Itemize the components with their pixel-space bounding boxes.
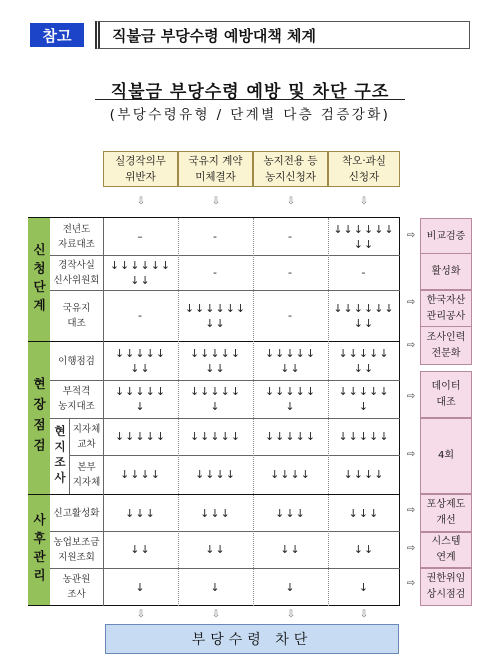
arrow-cell — [103, 455, 178, 494]
arrow-cell — [178, 342, 253, 380]
arrow-cell-line2: ↓ — [358, 400, 370, 413]
arrow-cell-line2: ↓↓ — [280, 362, 301, 375]
measure-line2: 대조 — [436, 396, 456, 408]
arrow-cell — [103, 568, 178, 606]
measure-box-data-match — [420, 371, 472, 418]
arrow-cell — [178, 531, 253, 568]
type-header-line2: 농지신청자 — [265, 171, 316, 183]
measure-line2: 연계 — [436, 552, 456, 563]
row-label-line2: 조사 — [67, 589, 86, 600]
arrow-cell — [328, 568, 400, 606]
row-label-line1: 농업보조금 — [53, 536, 100, 548]
document-header-title: 직불금 부당수령 예방대책 체계 — [95, 21, 470, 49]
measure-line2: 상시점검 — [426, 589, 466, 600]
right-arrow-icon: ⇨ — [406, 578, 416, 589]
arrow-cell — [328, 455, 400, 494]
arrow-cell — [328, 255, 400, 290]
arrow-cell — [253, 255, 328, 290]
arrow-cell — [253, 568, 328, 606]
arrow-cell — [178, 290, 253, 341]
down-arrow-icon: ⇩ — [359, 196, 369, 207]
arrow-cell-line1: ↓↓↓ — [125, 506, 156, 520]
arrow-cell-line1: ↓↓↓↓↓ — [338, 347, 390, 360]
arrow-cell — [178, 380, 253, 418]
stage-field-check — [28, 342, 50, 494]
type-header-line2: 위반자 — [125, 171, 156, 183]
arrow-cell-line1: ↓↓ — [205, 543, 226, 556]
arrow-cell-line1: - — [213, 230, 218, 243]
type-header-line1: 실경작의무 — [115, 155, 166, 167]
arrow-cell-line1: ↓↓↓ — [348, 506, 380, 520]
arrow-cell-line2: ↓↓ — [205, 362, 226, 375]
arrow-cell-line2: ↓ — [285, 400, 296, 413]
arrow-cell-line1: ↓↓↓↓ — [343, 468, 385, 481]
arrow-cell-line1: ↓↓ — [280, 543, 301, 556]
row-label-line1: 지자체 — [72, 423, 101, 435]
row-label-line1: 농관원 — [62, 574, 91, 585]
row-label-farming-committee — [50, 255, 103, 290]
arrow-cell-line1: - — [288, 230, 293, 243]
onsite-survey-text: 현지조사 — [53, 425, 67, 487]
arrow-cell-line1: ↓↓↓↓↓ — [114, 385, 167, 398]
row-label-line1: 전년도 — [62, 223, 91, 235]
arrow-cell-line1: ↓↓↓↓↓↓ — [333, 222, 395, 236]
arrow-cell-line1: - — [138, 309, 143, 322]
arrow-cell-line1: ↓ — [210, 580, 221, 594]
arrow-cell-line1: ↓↓↓↓↓ — [189, 430, 242, 443]
row-label-prev-year — [50, 218, 103, 255]
row-label-line2: 교차 — [77, 438, 96, 450]
type-header-2 — [178, 151, 253, 187]
arrow-cell-line1: – — [137, 230, 144, 243]
arrow-cell-line1: - — [361, 266, 367, 279]
arrow-cell — [178, 218, 253, 255]
type-header-line2: 신청자 — [348, 171, 380, 183]
reference-tag: 참고 — [30, 23, 84, 47]
down-arrow-icon: ⇩ — [359, 609, 369, 620]
arrow-cell — [328, 495, 400, 531]
arrow-cell — [328, 290, 400, 341]
arrow-cell-line1: ↓↓↓↓↓ — [264, 430, 317, 443]
row-label-subsidy-lookup — [50, 531, 103, 568]
arrow-cell — [178, 455, 253, 494]
stage-post-label: 사후관리 — [31, 513, 47, 587]
row-label-line2: 대조 — [67, 317, 86, 329]
type-header-line2: 미체결자 — [195, 171, 236, 183]
right-arrow-icon: ⇨ — [406, 340, 416, 351]
arrow-cell — [253, 218, 328, 255]
arrow-cell-line1: ↓↓↓↓ — [120, 468, 161, 481]
arrow-cell — [253, 342, 328, 380]
result-box: 부당수령 차단 — [105, 624, 399, 654]
diagram-subtitle: (부당수령유형 / 단계별 다층 검증강화) — [109, 107, 391, 123]
measure-line2: 관리공사 — [426, 311, 466, 322]
measure-line1: 4회 — [437, 450, 455, 461]
right-arrow-icon: ⇨ — [406, 543, 416, 554]
right-arrow-icon: ⇨ — [406, 449, 416, 460]
measure-line1: 데이터 — [431, 380, 461, 392]
measure-box-system-link — [420, 532, 472, 568]
measure-line1: 활성화 — [431, 265, 461, 277]
arrow-cell-line1: ↓↓↓↓↓ — [264, 385, 317, 398]
arrow-cell-line1: ↓↓↓↓↓↓ — [109, 258, 172, 272]
arrow-cell-line2: ↓ — [210, 400, 221, 413]
arrow-cell-line1: ↓↓ — [353, 543, 375, 556]
down-arrow-icon: ⇩ — [136, 609, 146, 620]
arrow-cell-line1: ↓↓↓ — [200, 506, 231, 520]
row-label-line1: 이행점검 — [58, 355, 95, 367]
right-arrow-icon: ⇨ — [406, 230, 416, 241]
measure-line1: 시스템 — [431, 536, 461, 547]
arrow-cell — [328, 418, 400, 455]
stage-field-label: 현장점검 — [31, 377, 47, 459]
arrow-cell-line1: ↓↓↓↓↓ — [189, 385, 242, 398]
arrow-cell-line1: ↓↓↓↓↓ — [338, 430, 390, 443]
arrow-cell-line1: - — [288, 309, 293, 322]
measure-line1: 비교검증 — [426, 230, 466, 242]
arrow-cell — [253, 380, 328, 418]
arrow-cell — [328, 380, 400, 418]
type-header-line1: 농지전용 등 — [263, 155, 318, 167]
row-label-line2: 농지대조 — [58, 401, 95, 412]
arrow-cell-line2: ↓ — [135, 400, 146, 413]
arrow-cell-line2: ↓↓ — [353, 362, 375, 375]
arrow-cell — [103, 531, 178, 568]
row-label-local-cross — [70, 418, 103, 455]
arrow-cell-line1: ↓↓↓↓↓↓ — [333, 301, 395, 315]
arrow-cell — [178, 495, 253, 531]
row-label-line1: 경작사실 — [58, 259, 95, 271]
row-label-naqs-survey — [50, 568, 103, 606]
down-arrow-icon: ⇩ — [286, 196, 296, 207]
stage-apply-label: 신청단계 — [31, 242, 47, 317]
onsite-survey-label — [50, 418, 70, 494]
stage-post-management — [28, 495, 50, 605]
arrow-cell-line1: ↓ — [285, 580, 296, 594]
measure-line1: 한국자산 — [426, 295, 466, 306]
row-label-line1: 본부 — [77, 461, 96, 473]
stage-apply — [28, 218, 50, 341]
right-arrow-icon: ⇨ — [406, 391, 416, 402]
arrow-cell — [253, 290, 328, 341]
down-arrow-icon: ⇩ — [211, 196, 221, 207]
arrow-cell — [328, 531, 400, 568]
arrow-cell-line1: ↓↓↓↓↓ — [338, 385, 390, 398]
row-label-compliance-check — [50, 342, 103, 380]
arrow-cell — [103, 290, 178, 341]
measure-line1: 조사인력 — [426, 331, 466, 343]
row-label-state-land — [50, 290, 103, 341]
type-header-line1: 착오·과실 — [342, 155, 386, 167]
row-label-line2: 자료대조 — [58, 238, 95, 250]
arrow-cell-line1: ↓ — [135, 580, 146, 594]
arrow-cell — [103, 380, 178, 418]
measure-line2: 개선 — [436, 515, 456, 526]
row-label-line2: 지원조회 — [58, 551, 95, 563]
row-label-line1: 부적격 — [62, 386, 91, 397]
arrow-cell — [103, 418, 178, 455]
row-label-ineligible-land — [50, 380, 103, 418]
arrow-cell — [328, 342, 400, 380]
arrow-cell — [178, 255, 253, 290]
down-arrow-icon: ⇩ — [211, 609, 221, 620]
arrow-cell-line1: ↓↓↓↓↓ — [189, 347, 242, 360]
measure-line1: 포상제도 — [426, 499, 466, 510]
measure-box-compare-verify — [420, 218, 472, 255]
arrow-cell-line2: ↓↓ — [130, 273, 151, 287]
row-label-line2: 지자체 — [72, 476, 101, 488]
arrow-cell — [253, 531, 328, 568]
arrow-cell-line2: ↓↓ — [205, 316, 226, 330]
measure-line1: 권한위임 — [426, 573, 466, 584]
arrow-cell-line2: ↓↓ — [130, 362, 151, 375]
arrow-cell — [178, 418, 253, 455]
arrow-cell-line1: ↓↓↓↓ — [270, 468, 311, 481]
arrow-cell-line1: - — [213, 266, 218, 279]
measure-box-reward-improve — [420, 494, 472, 532]
arrow-cell-line1: ↓↓↓↓↓↓ — [184, 301, 247, 315]
arrow-cell — [328, 218, 400, 255]
row-label-line1: 국유지 — [62, 302, 91, 314]
measure-box-delegation — [420, 568, 472, 606]
arrow-cell-line1: ↓↓↓ — [275, 506, 306, 520]
row-label-report-activation — [50, 495, 103, 531]
arrow-cell-line1: ↓↓↓↓ — [195, 468, 236, 481]
arrow-cell-line1: ↓↓↓↓↓ — [264, 347, 317, 360]
diagram-title: 직불금 부당수령 예방 및 차단 구조 — [110, 82, 390, 102]
measure-box-four-times — [420, 418, 472, 494]
measure-box-kamco — [420, 290, 472, 328]
arrow-cell-line2: ↓↓ — [353, 316, 375, 330]
type-header-1 — [103, 151, 178, 187]
type-header-4 — [328, 151, 400, 187]
down-arrow-icon: ⇩ — [136, 196, 146, 207]
arrow-cell-line1: ↓↓↓↓↓ — [114, 430, 167, 443]
arrow-cell-line1: - — [288, 266, 293, 279]
arrow-cell-line1: ↓↓↓↓↓ — [114, 347, 167, 360]
measure-box-activation — [420, 253, 472, 290]
arrow-cell — [253, 495, 328, 531]
arrow-cell-line2: ↓↓ — [353, 237, 375, 251]
arrow-cell — [103, 495, 178, 531]
arrow-cell-line1: ↓ — [358, 580, 370, 594]
right-arrow-icon: ⇨ — [406, 505, 416, 516]
arrow-cell — [253, 455, 328, 494]
arrow-cell — [178, 568, 253, 606]
measure-line2: 전문화 — [431, 347, 461, 359]
type-header-line1: 국유지 계약 — [188, 155, 243, 167]
right-arrow-icon: ⇨ — [406, 297, 416, 308]
arrow-cell — [253, 418, 328, 455]
measure-box-staff-expertise — [420, 326, 472, 365]
row-label-hq-local — [70, 455, 103, 494]
title-underline — [95, 99, 405, 100]
arrow-cell — [103, 342, 178, 380]
row-label-line2: 신사위원회 — [53, 274, 100, 286]
arrow-cell — [103, 255, 178, 290]
row-label-line1: 신고활성화 — [53, 507, 100, 519]
down-arrow-icon: ⇩ — [286, 609, 296, 620]
type-header-3 — [253, 151, 328, 187]
arrow-cell — [103, 218, 178, 255]
arrow-cell-line1: ↓↓ — [130, 543, 151, 556]
